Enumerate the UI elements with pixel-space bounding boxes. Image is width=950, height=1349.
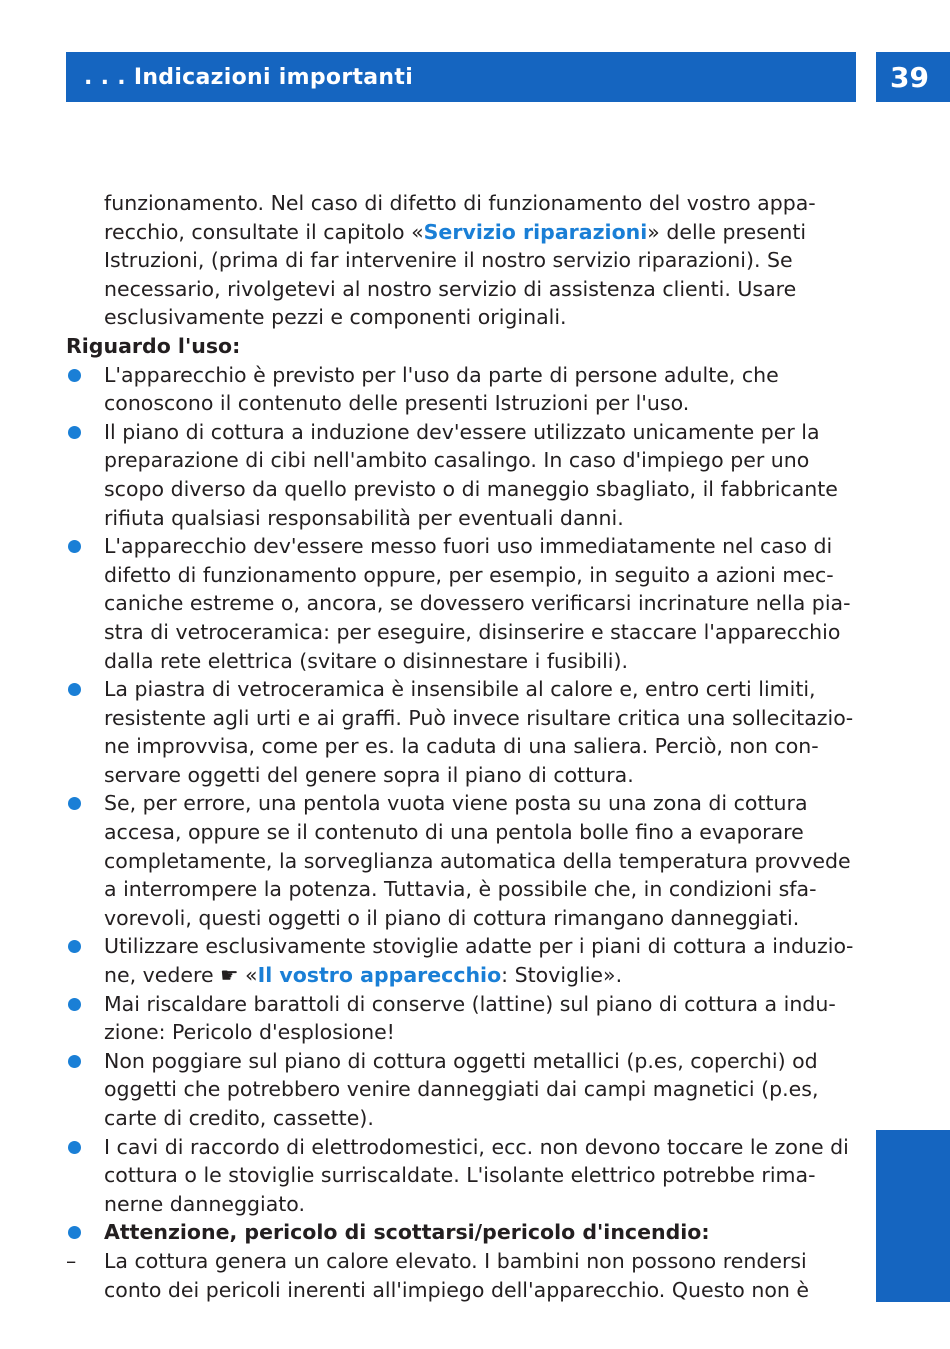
intro-paragraph bbox=[66, 189, 856, 332]
list-item bbox=[66, 675, 856, 789]
header-bar bbox=[66, 52, 856, 102]
cookware-text-before: Utilizzare esclusivamente stoviglie adatte per i piani di cottura a induzione, vedere ☛ « bbox=[104, 934, 854, 988]
bullet-icon bbox=[68, 940, 81, 953]
list-item bbox=[66, 789, 856, 932]
list-item bbox=[66, 418, 856, 532]
list-item-text: Mai riscaldare barattoli di conserve (lattine) sul piano di cottura a induzione: Pericolo d'esplosione! bbox=[104, 991, 836, 1045]
bullet-icon bbox=[68, 540, 81, 553]
section-heading: Riguardo l'uso: bbox=[66, 333, 241, 358]
list-item-text: Non poggiare sul piano di cottura oggetti metallici (p.es, coperchi) od oggetti che potrebbero venire danneggiati dai campi magnetici (p.es, carte di credito, cassette). bbox=[104, 1048, 819, 1130]
intro-text-after: » delle presenti Istruzioni, (prima di far intervenire il nostro servizio riparazioni). Se necessario, rivolgetevi al nostro servizio di assistenza clienti. Usare esclusivamente pezzi e componenti originali. bbox=[104, 219, 807, 330]
list-item bbox=[66, 1047, 856, 1133]
page-number-box bbox=[876, 52, 950, 102]
dash-item bbox=[66, 1247, 856, 1304]
bullet-icon bbox=[68, 426, 81, 439]
list-item-text: La piastra di vetroceramica è insensibile al calore e, entro certi limiti, resistente agli urti e ai graffi. Può invece risultare critica una sollecitazione improvvisa, come per es. la caduta di una saliera. Perciò, non conservare oggetti del genere sopra il piano di cottura. bbox=[104, 677, 854, 787]
list-item bbox=[66, 361, 856, 418]
list-item-text: Il piano di cottura a induzione dev'essere utilizzato unicamente per la preparazione di cibi nell'ambito casalingo. In caso d'impiego per uno scopo diverso da quello previsto o di maneggio sbagliato, il fabbricante rifiuta qualsiasi responsabilità per eventuali danni. bbox=[104, 419, 838, 530]
warning-heading: Attenzione, pericolo di scottarsi/pericolo d'incendio: bbox=[104, 1220, 710, 1245]
list-item bbox=[66, 932, 856, 989]
bullet-icon bbox=[68, 1141, 81, 1154]
page-number: 39 bbox=[890, 60, 929, 94]
bullet-icon bbox=[68, 1055, 81, 1068]
dash-item-text: La cottura genera un calore elevato. I bambini non possono rendersi conto dei pericoli inerenti all'impiego dell'apparecchio. Questo non è bbox=[104, 1248, 809, 1302]
intro-text-before: funzionamento. Nel caso di difetto di funzionamento del vostro apparecchio, consultate il capitolo « bbox=[104, 191, 816, 244]
bullet-icon bbox=[68, 797, 81, 810]
your-appliance-link[interactable]: Il vostro apparecchio bbox=[257, 963, 502, 988]
service-repair-link[interactable]: Servizio riparazioni bbox=[423, 219, 648, 244]
list-item bbox=[66, 532, 856, 675]
side-tab bbox=[876, 1130, 950, 1302]
list-item bbox=[66, 1133, 856, 1219]
list-item-text: Se, per errore, una pentola vuota viene posta su una zona di cottura accesa, oppure se il contenuto di una pentola bolle fino a evaporare completamente, la sorveglianza automatica della temperatura provvede a interrompere la potenza. Tuttavia, è possibile che, in condizioni sfavorevoli, questi oggetti o il piano di cottura rimangano danneggiati. bbox=[104, 791, 851, 930]
list-item-text: L'apparecchio è previsto per l'uso da parte di persone adulte, che conoscono il contenuto delle presenti Istruzioni per l'uso. bbox=[104, 362, 779, 416]
bullet-icon bbox=[68, 369, 81, 382]
list-item bbox=[66, 990, 856, 1047]
bullet-icon bbox=[68, 683, 81, 696]
dash-marker: – bbox=[66, 1248, 77, 1273]
bullet-icon bbox=[68, 1226, 81, 1239]
content bbox=[66, 189, 856, 1304]
page-title: . . . Indicazioni importanti bbox=[84, 64, 414, 90]
bullet-list bbox=[66, 361, 856, 1305]
cookware-text-after: : Stoviglie». bbox=[501, 963, 623, 988]
bullet-icon bbox=[68, 998, 81, 1011]
list-item-text: L'apparecchio dev'essere messo fuori uso immediatamente nel caso di difetto di funzionamento oppure, per esempio, in seguito a azioni meccaniche estreme o, ancora, se dovessero verificarsi incrinature nella piastra di vetroceramica: per eseguire, disinserire e staccare l'apparecchio dalla rete elettrica (svitare o disinnestare i fusibili). bbox=[104, 534, 851, 673]
list-item-text: I cavi di raccordo di elettrodomestici, ecc. non devono toccare le zone di cottura o le stoviglie surriscaldate. L'isolante elettrico potrebbe rimanerne danneggiato. bbox=[104, 1134, 849, 1216]
list-item bbox=[66, 1218, 856, 1247]
